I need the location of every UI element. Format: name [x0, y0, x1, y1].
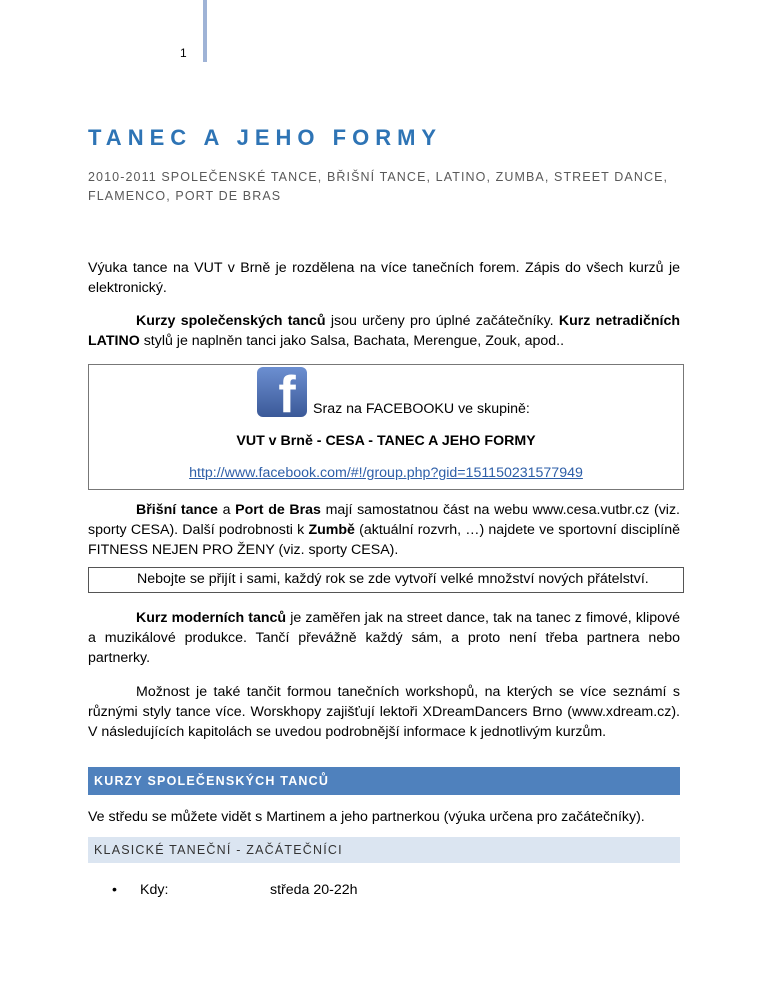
facebook-invite-text: Sraz na FACEBOOKU ve skupině: — [313, 401, 530, 417]
bullet-icon: • — [112, 882, 117, 898]
workshop-paragraph: Možnost je také tančit formou tanečních workshopů, na kterých se více seznámí s různými styly tance více. Worskhopy zajišťují lektoři XDreamDancers Brno (www.xdream.cz). V následujících kapitolách se uvedou podrobnější informace k jednotlivým kurzům. — [88, 684, 680, 740]
modern-dance-paragraph: Kurz moderních tanců je zaměřen jak na street dance, tak na tanec z fimové, klipové a muzikálové produkce. Tančí převážně každý sám, a proto není třeba partnera nebo partnerky. — [88, 610, 681, 666]
note-box — [88, 567, 684, 593]
intro-paragraph: Výuka tance na VUT v Brně je rozdělena na více tanečních forem. Zápis do všech kurzů je elektronický. — [88, 260, 680, 296]
social-dance-courses-term: Kurzy společenských tanců — [136, 313, 326, 329]
subsection-heading-classic-beginners: KLASICKÉ TANEČNÍ - ZAČÁTEČNÍCI — [88, 837, 680, 863]
document-title: TANEC A JEHO FORMY — [88, 125, 443, 150]
facebook-group-name: VUT v Brně - CESA - TANEC A JEHO FORMY — [236, 433, 536, 449]
belly-dance-paragraph: Břišní tance a Port de Bras mají samostatnou část na webu www.cesa.vutbr.cz (viz. sporty CESA). Další podrobnosti k Zumbě (aktuální rozvrh, …) najdete ve sportovní disciplíně FITNESS NEJEN PRO ŽENY (viz. sporty CESA). — [88, 502, 680, 558]
latino-course-term: Kurz netradičních LATINO — [88, 313, 681, 349]
wednesday-paragraph: Ve středu se můžete vidět s Martinem a jeho partnerkou (výuka určena pro začátečníky). — [88, 809, 645, 825]
facebook-icon: f — [257, 367, 307, 417]
bullet-label: Kdy: — [140, 882, 169, 898]
bullet-value: středa 20-22h — [270, 882, 358, 898]
section-heading-social-dance: KURZY SPOLEČENSKÝCH TANCŮ — [88, 767, 680, 795]
courses-paragraph: Kurzy společenských tanců jsou určeny pro úplné začátečníky. Kurz netradičních LATINO stylů je naplněn tanci jako Salsa, Bachata, Merengue, Zouk, apod.. — [88, 313, 681, 349]
document-subtitle: 2010-2011 SPOLEČENSKÉ TANCE, BŘIŠNÍ TANCE, LATINO, ZUMBA, STREET DANCE, FLAMENCO, PORT DE BRAS — [88, 170, 669, 203]
page-number: 1 — [180, 46, 187, 60]
facebook-box — [88, 364, 684, 490]
note-text: Nebojte se přijít i sami, každý rok se zde vytvoří velké množství nových přátelství. — [137, 571, 649, 587]
facebook-group-link[interactable]: http://www.facebook.com/#!/group.php?gid=151150231577949 — [189, 465, 583, 481]
header-divider — [203, 0, 207, 62]
